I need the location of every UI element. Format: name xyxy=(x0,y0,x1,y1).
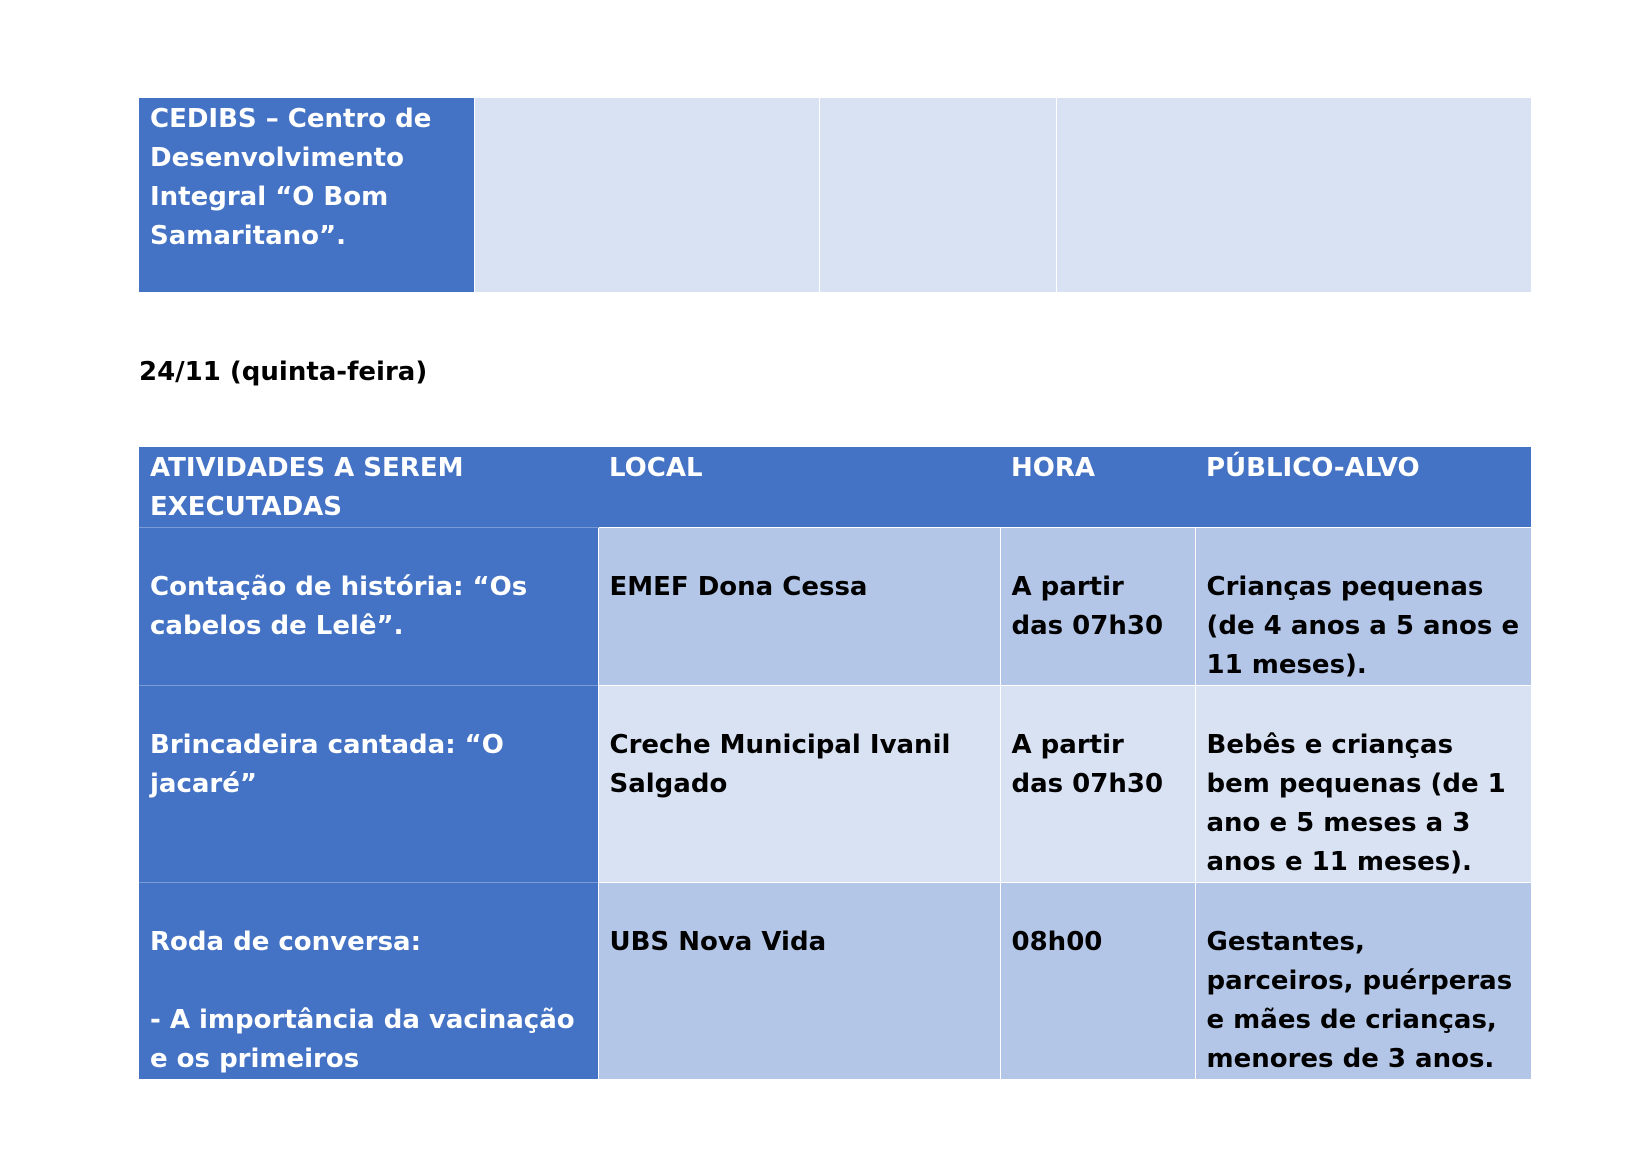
empty-cell xyxy=(474,98,819,292)
activity-cell xyxy=(139,883,598,1080)
activity-item: - A importância da vacinação e os primeiros xyxy=(150,1005,575,1074)
organization-row xyxy=(139,98,1531,292)
activity-cell: Contação de história: “Os cabelos de Lelê”. xyxy=(139,528,598,686)
hora-cell: A partir das 07h30 xyxy=(1000,528,1195,686)
organization-table xyxy=(139,98,1531,292)
publico-cell: Bebês e crianças bem pequenas (de 1 ano e 5 meses a 3 anos e 11 meses). xyxy=(1195,686,1531,883)
local-cell: Creche Municipal Ivanil Salgado xyxy=(598,686,1000,883)
empty-cell xyxy=(1056,98,1531,292)
activity-cell: Brincadeira cantada: “O jacaré” xyxy=(139,686,598,883)
header-hora: HORA xyxy=(1000,447,1195,528)
table-row xyxy=(139,528,1531,686)
publico-cell: Gestantes, parceiros, puérperas e mães de crianças, menores de 3 anos. xyxy=(1195,883,1531,1080)
organization-name-cell xyxy=(139,98,474,292)
local-cell: UBS Nova Vida xyxy=(598,883,1000,1080)
header-activities: ATIVIDADES A SEREM EXECUTADAS xyxy=(139,447,598,528)
table-header-row xyxy=(139,447,1531,528)
hora-cell: 08h00 xyxy=(1000,883,1195,1080)
activity-title: Roda de conversa: xyxy=(150,927,421,957)
schedule-table xyxy=(139,447,1531,1079)
spacer xyxy=(150,962,587,1001)
header-local: LOCAL xyxy=(598,447,1000,528)
table-row xyxy=(139,883,1531,1080)
hora-cell: A partir das 07h30 xyxy=(1000,686,1195,883)
empty-cell xyxy=(819,98,1056,292)
table-row xyxy=(139,686,1531,883)
header-publico: PÚBLICO-ALVO xyxy=(1195,447,1531,528)
publico-cell: Crianças pequenas (de 4 anos a 5 anos e 11 meses). xyxy=(1195,528,1531,686)
organization-name: CEDIBS – Centro de Desenvolvimento Integral “O Bom Samaritano”. xyxy=(150,104,432,251)
local-cell: EMEF Dona Cessa xyxy=(598,528,1000,686)
date-heading: 24/11 (quinta-feira) xyxy=(139,357,428,387)
